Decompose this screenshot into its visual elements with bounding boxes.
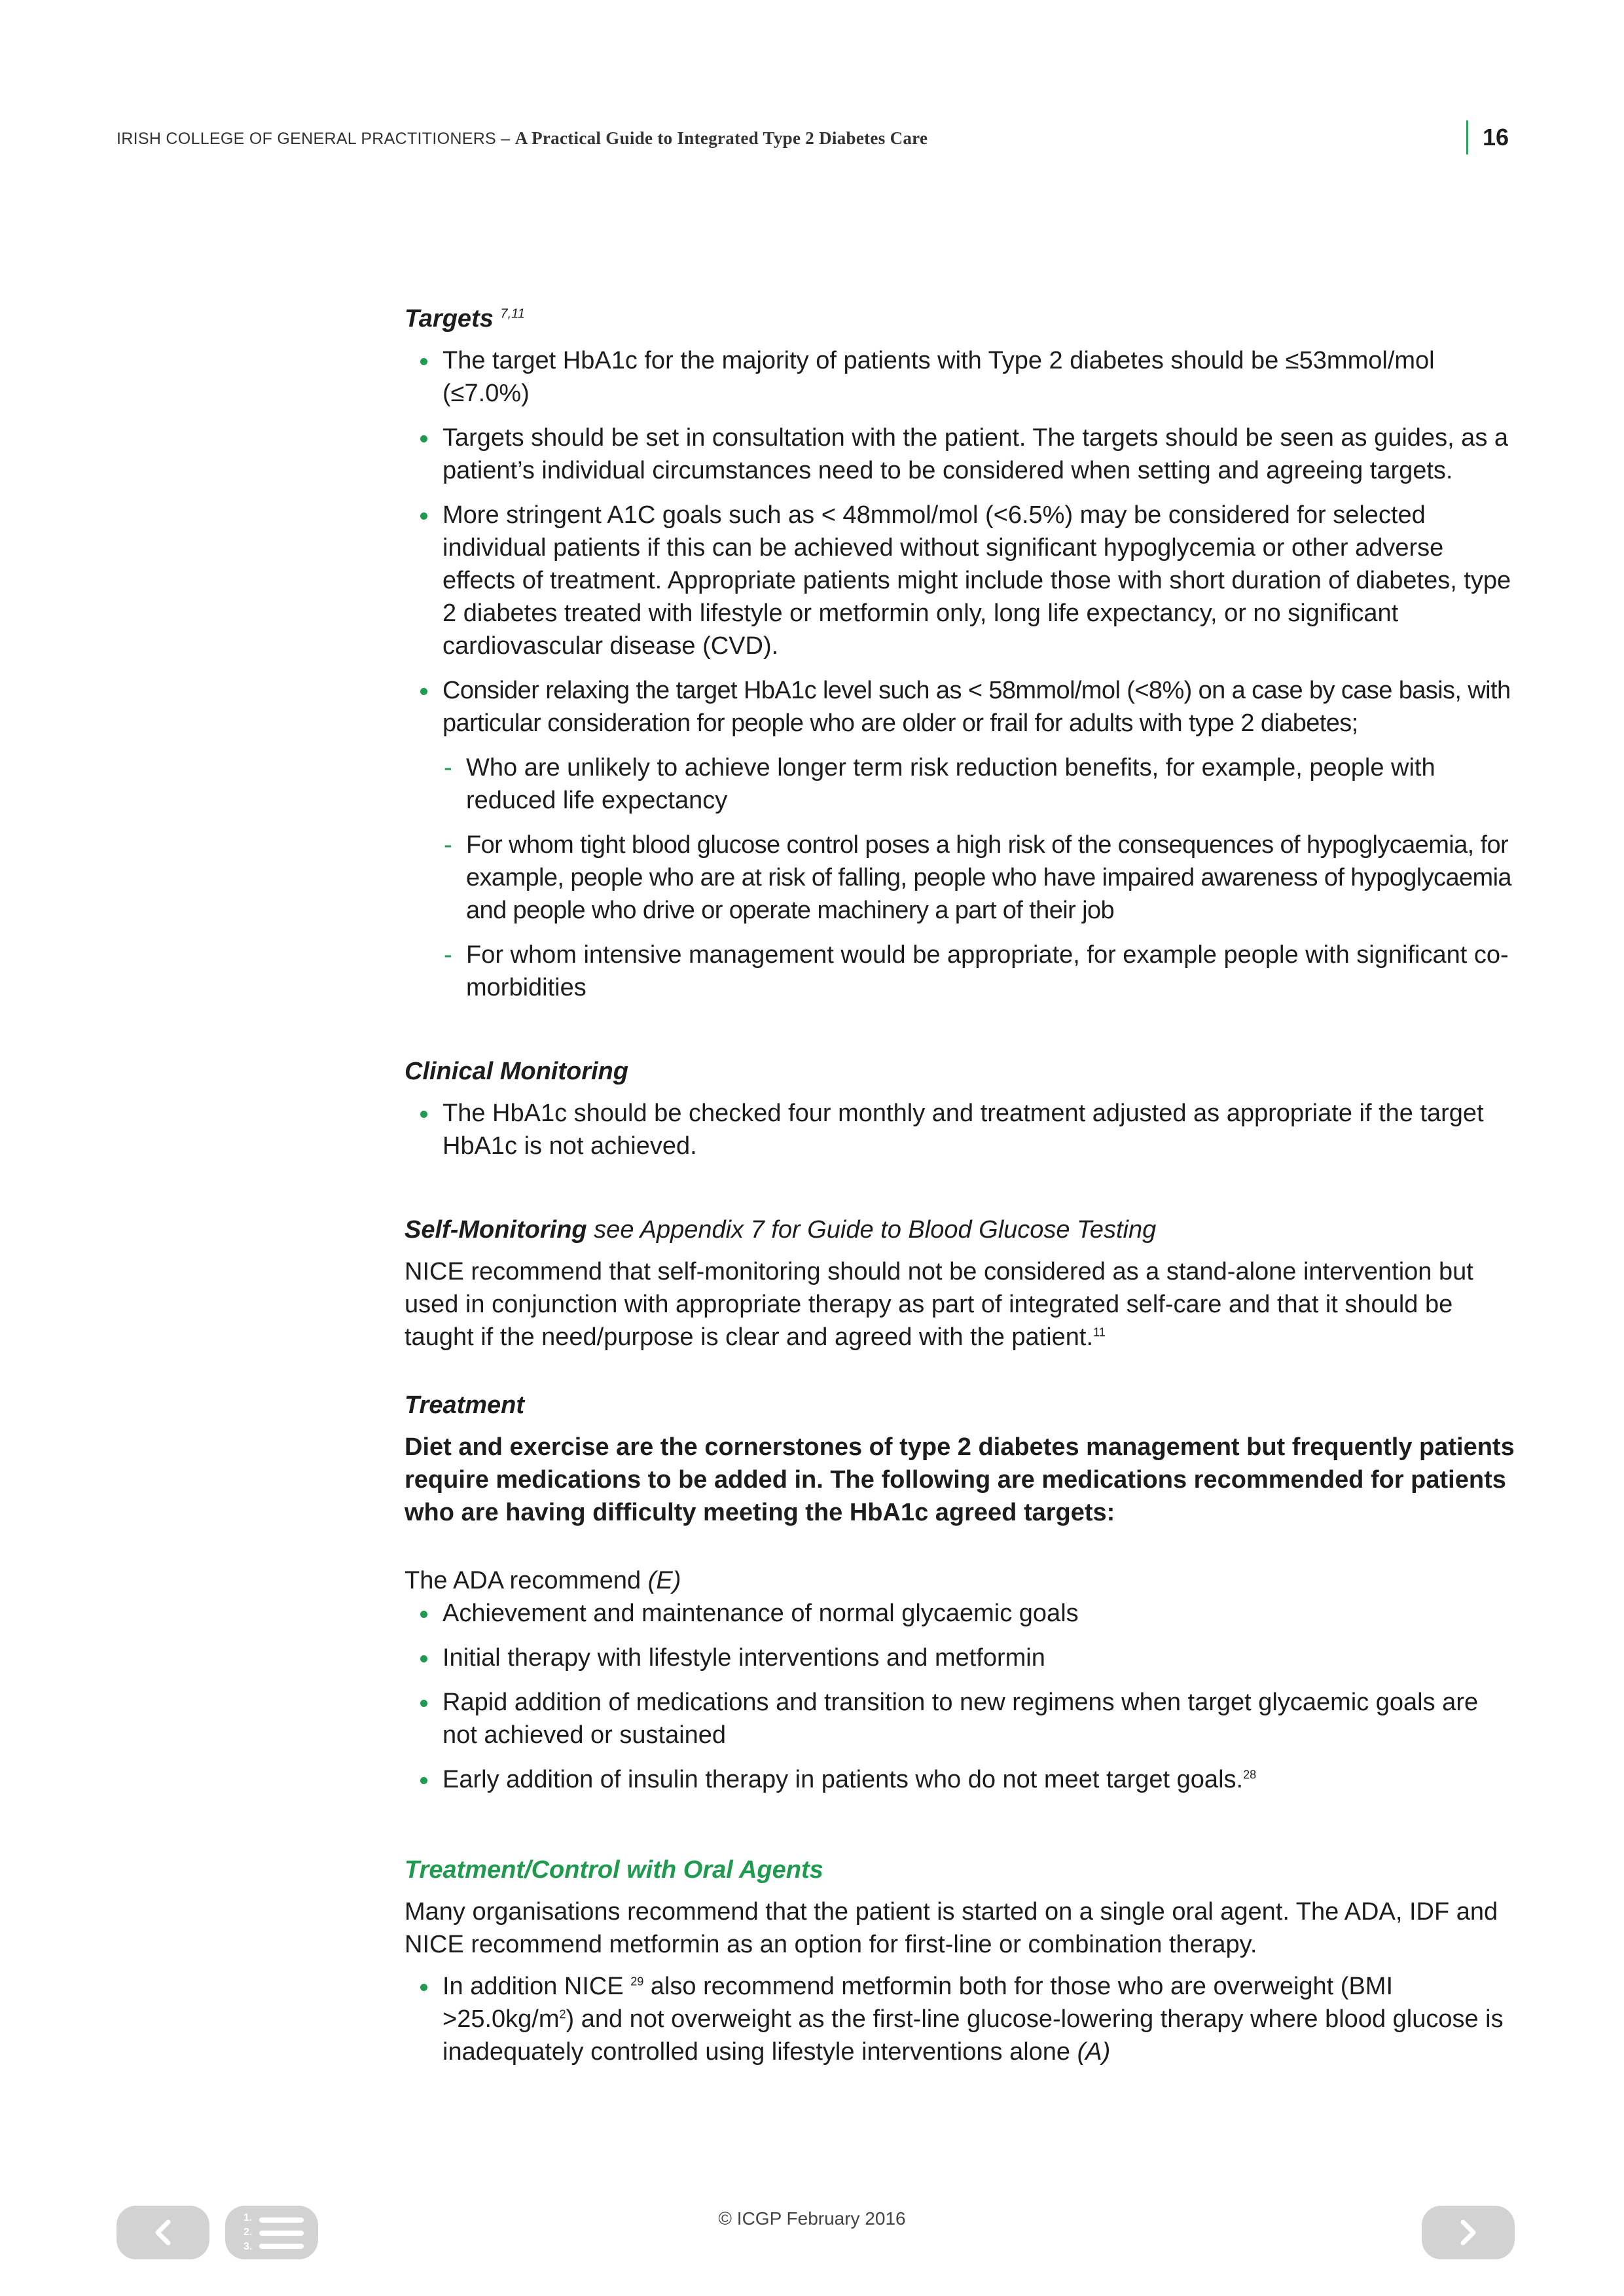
- next-page-button[interactable]: [1422, 2206, 1515, 2259]
- toc-number: 1.: [244, 2212, 253, 2223]
- oral-bullet-post: ) and not overweight as the first-line glucose-lowering therapy where blood glucose is inadequately controlled using lifestyle interventions alone: [442, 2005, 1504, 2066]
- self-monitoring-body: [405, 1255, 1517, 1354]
- list-item: More stringent A1C goals such as < 48mmol/mol (<6.5%) may be considered for selected individual patients if this can be achieved without significant hypoglycemia or other adverse effects of treatment. Appropriate patients might include those with short duration of diabetes, type 2 diabetes treated with lifestyle or metformin only, long life expectancy, or no significant cardiovascular disease (CVD).: [405, 499, 1517, 662]
- header-org: IRISH COLLEGE OF GENERAL PRACTITIONERS: [117, 130, 497, 148]
- toc-number: 3.: [244, 2241, 253, 2252]
- list-item: Consider relaxing the target HbA1c level such as < 58mmol/mol (<8%) on a case by case basis, with particular consideration for people who are older or frail for adults with type 2 diabetes;: [405, 674, 1517, 740]
- running-header: [117, 128, 1511, 154]
- oral-agents-heading: Treatment/Control with Oral Agents: [405, 1856, 823, 1884]
- targets-list: [405, 344, 1517, 1004]
- self-monitoring-heading-text: Self-Monitoring: [405, 1216, 587, 1244]
- page-number: 16: [1466, 120, 1509, 154]
- self-monitoring-ref: 11: [1093, 1325, 1106, 1339]
- sub-list-item: - Who are unlikely to achieve longer term risk reduction benefits, for example, people with reduced life expectancy: [405, 751, 1517, 817]
- footer-copyright: © ICGP February 2016: [718, 2208, 906, 2229]
- list-item: The HbA1c should be checked four monthly and treatment adjusted as appropriate if the target HbA1c is not achieved.: [405, 1097, 1517, 1162]
- list-item: [405, 1970, 1517, 2068]
- treatment-heading: Treatment: [405, 1391, 525, 1419]
- sub-list-item: - For whom tight blood glucose control poses a high risk of the consequences of hypoglycaemia, for example, people who are at risk of falling, people who have impaired awareness of hypoglycaemia and people who drive or operate machinery a part of their job: [405, 829, 1517, 927]
- oral-bullet-sup: 2: [559, 2007, 566, 2021]
- treatment-intro: Diet and exercise are the cornerstones of type 2 diabetes management but frequently patients require medications to be added in. The following are medications recommended for patients who are having difficulty meeting the HbA1c agreed targets:: [405, 1433, 1515, 1526]
- header-title: A Practical Guide to Integrated Type 2 Diabetes Care: [514, 128, 928, 148]
- list-item: Targets should be set in consultation with the patient. The targets should be seen as guides, as a patient’s individual circumstances need to be considered when setting and agreeing targets.: [405, 422, 1517, 487]
- oral-bullet-mid: also recommend metformin both for those who are overweight (BMI >25.0kg/m: [442, 1973, 1394, 2033]
- sub-list-item: - For whom intensive management would be appropriate, for example people with significant co-morbidities: [405, 939, 1517, 1004]
- list-item: The target HbA1c for the majority of patients with Type 2 diabetes should be ≤53mmol/mol (≤7.0%): [405, 344, 1517, 410]
- clinical-monitoring-list: [405, 1097, 1517, 1162]
- last-bullet-text: Early addition of insulin therapy in patients who do not meet target goals.: [442, 1766, 1244, 1793]
- ada-list: [405, 1597, 1517, 1796]
- oral-bullet-grade: (A): [1077, 2038, 1111, 2066]
- last-bullet-ref: 28: [1243, 1768, 1257, 1782]
- ada-grade: (E): [647, 1567, 681, 1594]
- toc-number: 2.: [244, 2227, 253, 2238]
- list-item: Rapid addition of medications and transition to new regimens when target glycaemic goals are not achieved or sustained: [405, 1686, 1517, 1751]
- oral-agents-body: Many organisations recommend that the patient is started on a single oral agent. The ADA, IDF and NICE recommend metformin as an option for first-line or combination therapy.: [405, 1898, 1498, 1958]
- page-content: [405, 302, 1517, 2080]
- ada-recommend-line: [405, 1564, 1517, 1597]
- targets-heading-ref: 7,11: [500, 306, 525, 321]
- ada-label: The ADA recommend: [405, 1567, 648, 1594]
- clinical-monitoring-heading: Clinical Monitoring: [405, 1058, 628, 1085]
- chevron-right-icon: [1456, 2218, 1480, 2247]
- self-monitoring-heading: [405, 1213, 1517, 1246]
- oral-bullet-pre: In addition NICE: [442, 1973, 631, 2000]
- self-monitoring-text: NICE recommend that self-monitoring should not be considered as a stand-alone intervention but used in conjunction with appropriate therapy as part of integrated self-care and that it should be taught if the need/purpose is clear and agreed with the patient.: [405, 1258, 1473, 1351]
- list-item: Initial therapy with lifestyle interventions and metformin: [405, 1641, 1517, 1674]
- oral-agents-list: [405, 1970, 1517, 2068]
- header-separator: –: [496, 130, 515, 148]
- targets-heading: [405, 302, 1517, 335]
- targets-heading-text: Targets: [405, 305, 494, 332]
- oral-bullet-ref: 29: [630, 1975, 644, 1988]
- self-monitoring-note: see Appendix 7 for Guide to Blood Glucose Testing: [586, 1216, 1157, 1244]
- list-item: Achievement and maintenance of normal glycaemic goals: [405, 1597, 1517, 1630]
- list-item: [405, 1763, 1517, 1796]
